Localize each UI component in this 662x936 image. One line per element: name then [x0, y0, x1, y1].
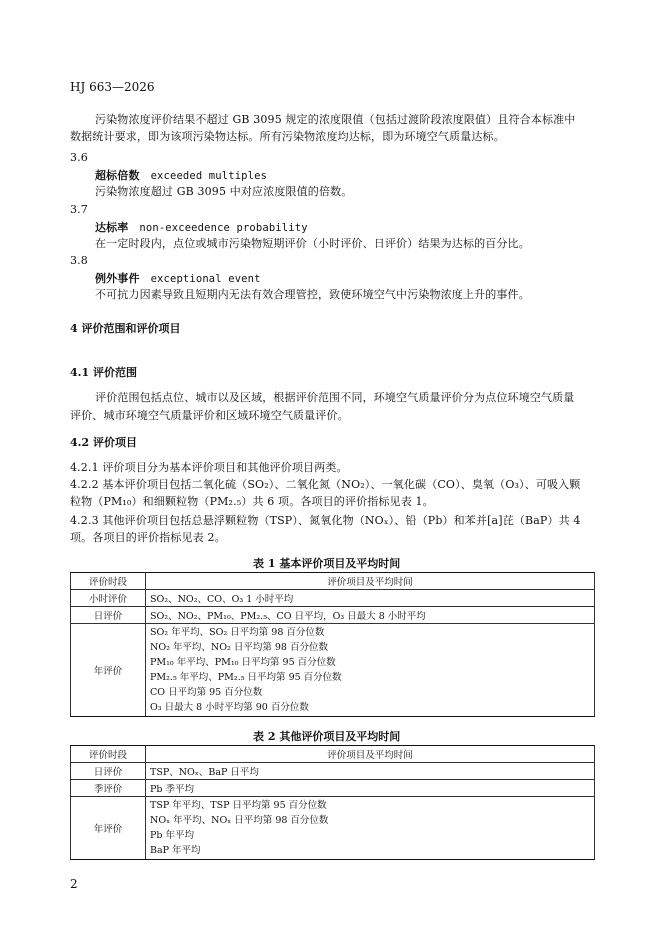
header-cell: 评价项目及平均时间	[146, 573, 595, 590]
term-cn: 超标倍数	[95, 169, 140, 182]
section-4-1-line-2: 评价、城市环境空气质量评价和区域环境空气质量评价。	[70, 409, 349, 422]
def-term-3-8	[95, 270, 261, 286]
item-line: PM₁₀ 年平均、PM₁₀ 日平均第 95 百分位数	[150, 657, 336, 668]
def-text-3-6: 污染物浓度超过 GB 3095 中对应浓度限值的倍数。	[95, 185, 353, 198]
para-4-2-3-line-1: 4.2.3 其他评价项目包括总悬浮颗粒物（TSP）、氮氧化物（NOₓ）、铅（Pb）和苯并[a]芘（BaP）共 4	[70, 514, 581, 527]
def-number-3-8: 3.8	[70, 254, 88, 267]
item-line: Pb 年平均	[150, 830, 194, 841]
header-cell: 评价项目及平均时间	[146, 746, 595, 763]
table-row	[71, 763, 595, 780]
section-4-1-line-1: 评价范围包括点位、城市以及区域，根据评价范围不同，环境空气质量评价分为点位环境空气质量	[95, 391, 575, 404]
term-en: exceeded multiples	[150, 170, 268, 182]
def-number-3-7: 3.7	[70, 203, 88, 216]
intro-line-1: 污染物浓度评价结果不超过 GB 3095 规定的浓度限值（包括过渡阶段浓度限值）且符合本标准中	[95, 113, 576, 126]
period-cell: 年评价	[71, 797, 146, 860]
header-cell: 评价时段	[71, 573, 146, 590]
item-line: BaP 年平均	[150, 845, 201, 856]
def-term-3-7	[95, 219, 308, 235]
standard-id-header: HJ 663—2026	[70, 80, 155, 94]
items-cell: TSP、NOₓ、BaP 日平均	[146, 763, 595, 780]
table-row	[71, 607, 595, 624]
section-4-2-heading: 4.2 评价项目	[70, 436, 137, 449]
table-header-row	[71, 746, 595, 763]
item-line: NOₓ 年平均、NOₓ 日平均第 98 百分位数	[150, 815, 329, 826]
items-cell	[146, 624, 595, 717]
table-row	[71, 590, 595, 607]
period-cell: 年评价	[71, 624, 146, 717]
period-cell: 小时评价	[71, 590, 146, 607]
table-row	[71, 797, 595, 860]
intro-line-2: 数据统计要求，即为该项污染物达标。所有污染物浓度均达标，即为环境空气质量达标。	[70, 130, 505, 143]
item-line: SO₂ 年平均、SO₂ 日平均第 98 百分位数	[150, 627, 325, 638]
table-row	[71, 624, 595, 717]
table-2	[70, 745, 595, 860]
period-cell: 日评价	[71, 763, 146, 780]
table-row	[71, 780, 595, 797]
items-cell	[146, 797, 595, 860]
para-4-2-2-line-1: 4.2.2 基本评价项目包括二氧化硫（SO₂）、二氧化氮（NO₂）、一氧化碳（CO）、臭氧（O₃）、可吸入颗	[70, 478, 581, 491]
term-cn: 达标率	[95, 221, 129, 234]
def-text-3-8: 不可抗力因素导致且短期内无法有效合理管控，致使环境空气中污染物浓度上升的事件。	[95, 288, 530, 301]
section-4-heading: 4 评价范围和评价项目	[70, 322, 181, 335]
item-line: CO 日平均第 95 百分位数	[150, 687, 263, 698]
para-4-2-1: 4.2.1 评价项目分为基本评价项目和其他评价项目两类。	[70, 461, 348, 474]
page-number: 2	[70, 877, 78, 891]
item-line: NO₂ 年平均、NO₂ 日平均第 98 百分位数	[150, 642, 328, 653]
period-cell: 日评价	[71, 607, 146, 624]
def-number-3-6: 3.6	[70, 151, 88, 164]
table-1	[70, 572, 595, 717]
para-4-2-3-line-2: 项。各项目的评价指标见表 2。	[70, 531, 226, 544]
table-header-row	[71, 573, 595, 590]
header-cell: 评价时段	[71, 746, 146, 763]
items-cell: SO₂、NO₂、PM₁₀、PM₂.₅、CO 日平均，O₃ 日最大 8 小时平均	[146, 607, 595, 624]
section-4-1-heading: 4.1 评价范围	[70, 366, 137, 379]
term-en: non-exceedence probability	[139, 222, 308, 234]
table-1-caption: 表 1 基本评价项目及平均时间	[253, 557, 401, 570]
def-text-3-7: 在一定时段内，点位或城市污染物短期评价（小时评价、日评价）结果为达标的百分比。	[95, 237, 530, 250]
para-4-2-2-line-2: 粒物（PM₁₀）和细颗粒物（PM₂.₅）共 6 项。各项目的评价指标见表 1。	[70, 495, 434, 508]
term-en: exceptional event	[150, 273, 261, 285]
items-cell: Pb 季平均	[146, 780, 595, 797]
items-cell: SO₂、NO₂、CO、O₃ 1 小时平均	[146, 590, 595, 607]
term-cn: 例外事件	[95, 272, 140, 285]
item-line: O₃ 日最大 8 小时平均第 90 百分位数	[150, 702, 309, 713]
def-term-3-6	[95, 167, 267, 183]
item-line: TSP 年平均、TSP 日平均第 95 百分位数	[150, 800, 327, 811]
table-2-caption: 表 2 其他评价项目及平均时间	[253, 730, 401, 743]
period-cell: 季评价	[71, 780, 146, 797]
item-line: PM₂.₅ 年平均、PM₂.₅ 日平均第 95 百分位数	[150, 672, 342, 683]
